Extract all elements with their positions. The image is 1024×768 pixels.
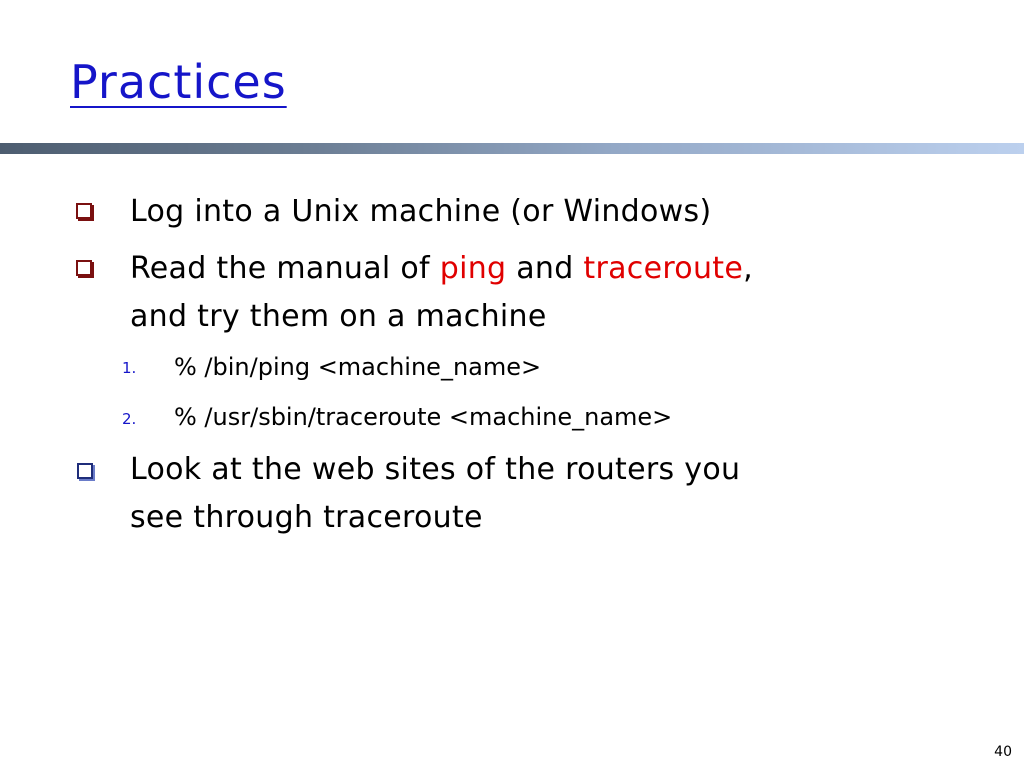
bullet-item-2-line2: and try them on a machine — [130, 299, 547, 334]
highlight-ping: ping — [439, 251, 507, 286]
sub-item-number: 1. — [122, 359, 137, 377]
bullet-item-3: Look at the web sites of the routers you — [130, 452, 741, 487]
page-number: 40 — [994, 744, 1012, 760]
sub-item-1: % /bin/ping <machine_name> — [174, 353, 542, 381]
square-bullet-icon — [76, 203, 92, 219]
square-bullet-icon — [76, 260, 92, 276]
bullet-item-3-line2: see through traceroute — [130, 500, 483, 535]
bullet-item-2 — [130, 245, 753, 293]
title-divider — [0, 143, 1024, 154]
bullet-text: , — [743, 251, 753, 286]
square-bullet-icon — [77, 463, 93, 479]
slide-title: Practices — [70, 55, 287, 109]
sub-item-number: 2. — [122, 410, 137, 428]
bullet-item-1: Log into a Unix machine (or Windows) — [130, 194, 712, 229]
highlight-traceroute: traceroute — [583, 251, 744, 286]
sub-item-2: % /usr/sbin/traceroute <machine_name> — [174, 403, 673, 431]
bullet-text: Read the manual of — [130, 251, 440, 286]
bullet-text: and — [506, 251, 584, 286]
